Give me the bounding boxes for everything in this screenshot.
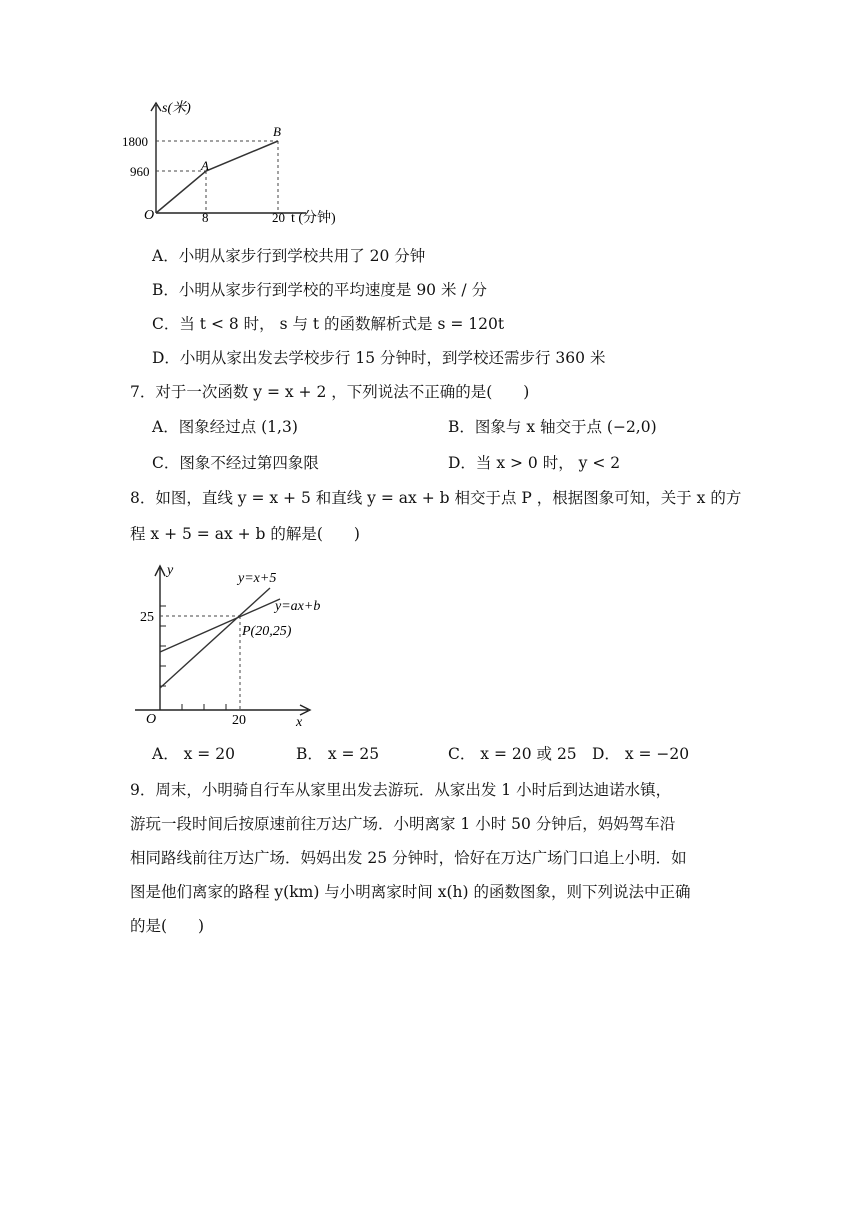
q9-line-2: 游玩一段时间后按原速前往万达广场．小明离家 1 小时 50 分钟后，妈妈驾车沿 <box>130 815 676 833</box>
q7-stem: 7．对于一次函数 y = x + 2 ，下列说法不正确的是( ) <box>130 383 530 401</box>
y-tick-1800: 1800 <box>122 134 148 149</box>
q9-line-3: 相同路线前往万达广场．妈妈出发 25 分钟时，恰好在万达广场门口追上小明．如 <box>130 849 687 867</box>
q7-option-b: B．图象与 x 轴交于点 (−2,0) <box>448 418 657 436</box>
q7-option-a: A．图象经过点 (1,3) <box>152 418 298 436</box>
q8-option-d: D． x = −20 <box>592 745 690 763</box>
q8-option-c: C． x = 20 或 25 <box>448 745 577 763</box>
x-tick-20: 20 <box>272 210 285 225</box>
q9-line-1: 9．周末，小明骑自行车从家里出发去游玩．从家出发 1 小时后到达迪诺水镇， <box>130 781 672 799</box>
y-tick-960: 960 <box>130 164 150 179</box>
q8-option-a: A． x = 20 <box>152 745 235 763</box>
distance-line <box>156 141 278 213</box>
x-axis-label: t (分钟) <box>291 211 336 226</box>
q9-line-5: 的是( ) <box>130 917 205 935</box>
x-tick-20: 20 <box>232 713 246 728</box>
q8-option-b: B． x = 25 <box>296 745 380 763</box>
y-tick-25: 25 <box>140 610 154 625</box>
x-axis-label: x <box>296 715 303 730</box>
q6-option-d: D．小明从家出发去学校步行 15 分钟时，到学校还需步行 360 米 <box>152 349 606 367</box>
origin-label: O <box>146 712 157 727</box>
line1-label: y=x+5 <box>238 571 277 586</box>
q8-stem-line1: 8．如图，直线 y = x + 5 和直线 y = ax + b 相交于点 P ，根据图象可知，关于 x 的方 <box>130 489 742 507</box>
point-p-label: P(20,25) <box>242 624 292 639</box>
q8-stem-line2: 程 x + 5 = ax + b 的解是( ) <box>130 525 360 543</box>
q6-option-c: C．当 t < 8 时， s 与 t 的函数解析式是 s = 120t <box>152 315 505 333</box>
origin-label: O <box>144 208 155 223</box>
q7-option-d: D．当 x > 0 时， y < 2 <box>448 454 621 472</box>
point-a-label: A <box>201 158 209 173</box>
q7-option-c: C．图象不经过第四象限 <box>152 454 319 472</box>
x-tick-8: 8 <box>202 210 209 225</box>
line2-label: y=ax+b <box>275 599 320 614</box>
point-b-label: B <box>273 124 281 139</box>
y-axis-label: y <box>167 563 174 578</box>
distance-time-graph <box>120 95 360 235</box>
y-axis-label: s(米) <box>162 101 191 116</box>
q6-option-b: B．小明从家步行到学校的平均速度是 90 米 / 分 <box>152 281 488 299</box>
intersection-graph <box>130 560 320 730</box>
q6-option-a: A．小明从家步行到学校共用了 20 分钟 <box>152 247 426 265</box>
q9-line-4: 图是他们离家的路程 y(km) 与小明离家时间 x(h) 的函数图象，则下列说法中正确 <box>130 883 691 901</box>
